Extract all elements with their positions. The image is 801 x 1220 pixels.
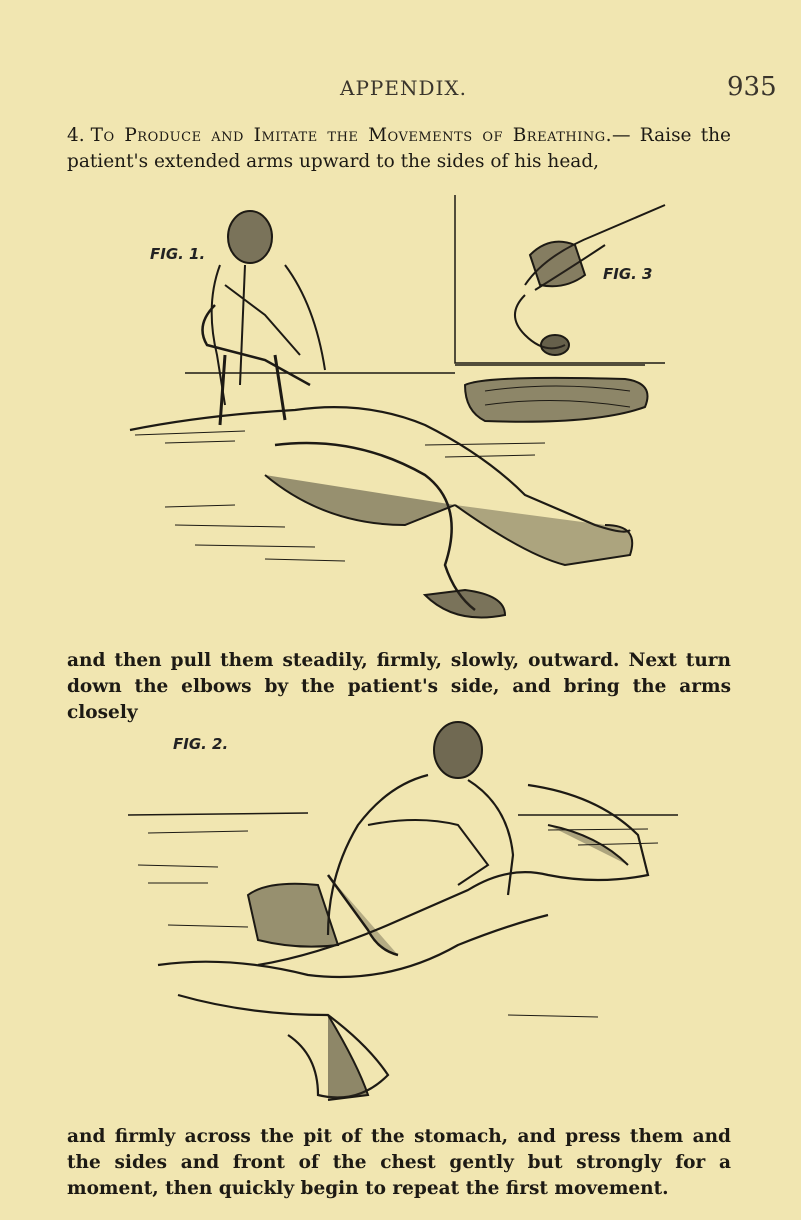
page-header	[0, 70, 801, 110]
figure-1-engraving	[125, 195, 685, 635]
continuation-paragraph-1: and then pull them steadily, firmly, slowly, outward. Next turn down the elbows by the patient's side, and bring the arms closely	[67, 650, 731, 723]
page-number: 935	[727, 72, 777, 102]
figure-1-illustration	[125, 195, 685, 635]
figure-1-label: FIG. 1.	[150, 245, 206, 263]
figure-2-engraving	[128, 715, 683, 1107]
figure-3-label: FIG. 3	[603, 265, 653, 283]
section-opening-text: Raise the patient's extended arms upward to the sides of his head,	[67, 125, 732, 172]
section-title: To Produce and Imitate the Movements of Breathing.	[90, 125, 613, 146]
section-number: 4.	[67, 125, 85, 146]
figure-2-illustration	[128, 715, 683, 1107]
section-paragraph	[67, 123, 731, 175]
running-head: APPENDIX.	[340, 76, 467, 100]
continuation-paragraph-2: and firmly across the pit of the stomach, and press them and the sides and front of the chest gently but strongly for a moment, then quickly begin to repeat the first movement.	[67, 1126, 731, 1199]
em-dash: —	[612, 125, 631, 146]
figure-2-label: FIG. 2.	[173, 735, 229, 753]
